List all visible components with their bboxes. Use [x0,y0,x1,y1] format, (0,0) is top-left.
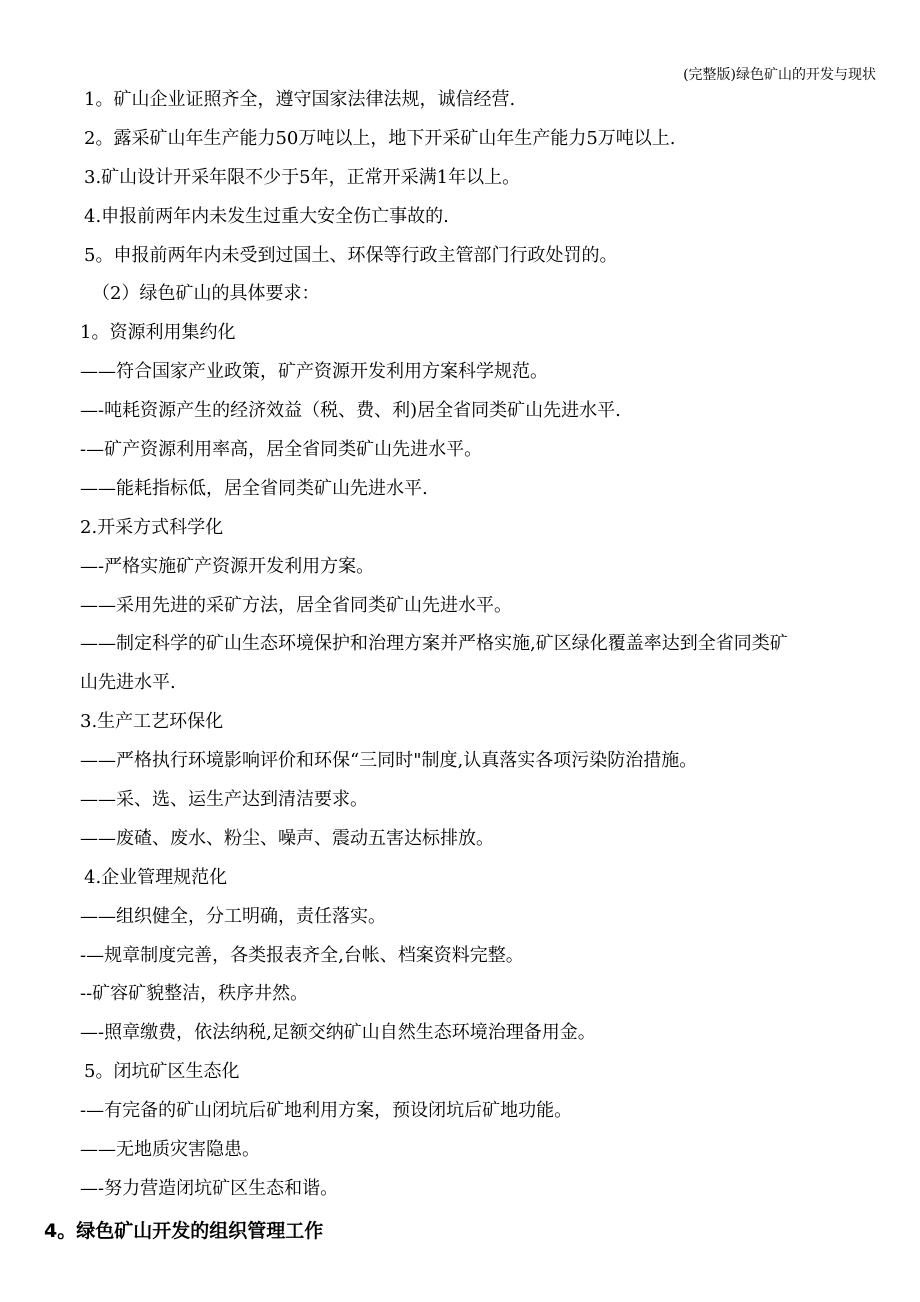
requirement-point: ——无地质灾害隐患。 [80,1139,260,1161]
requirement-point: —-吨耗资源产生的经济效益（税、费、利)居全省同类矿山先进水平. [80,400,621,422]
section-heading: 4。绿色矿山开发的组织管理工作 [44,1219,324,1242]
requirement-point-continuation: 山先进水平. [80,672,176,694]
requirement-heading-3: 3.生产工艺环保化 [80,711,224,733]
requirement-point: --矿容矿貌整洁，秩序井然。 [80,983,309,1005]
requirement-point: ——严格执行环境影响评价和环保“三同时"制度,认真落实各项污染防治措施。 [80,750,698,772]
requirement-point: -—规章制度完善，各类报表齐全,台帐、档案资料完整。 [80,944,524,966]
criterion-item-2: 2。露采矿山年生产能力50万吨以上，地下开采矿山年生产能力5万吨以上. [84,127,676,149]
criterion-item-1: 1。矿山企业证照齐全，遵守国家法律法规，诚信经营. [84,89,516,110]
document-body [0,86,920,1245]
subsection-title: （2）绿色矿山的具体要求： [92,283,320,305]
requirement-heading-1: 1。资源利用集约化 [80,322,236,344]
requirement-point: —-严格实施矿产资源开发利用方案。 [80,555,375,577]
requirement-point: -—有完备的矿山闭坑后矿地利用方案，预设闭坑后矿地功能。 [80,1100,573,1122]
criterion-item-4: 4.申报前两年内未发生过重大安全伤亡事故的. [84,205,449,227]
running-header: (完整版)绿色矿山的开发与现状 [683,67,876,83]
criterion-item-5: 5。申报前两年内未受到过国土、环保等行政主管部门行政处罚的。 [84,244,618,266]
requirement-point: ——制定科学的矿山生态环境保护和治理方案并严格实施,矿区绿化覆盖率达到全省同类矿 [80,633,788,655]
requirement-point: ——废碴、废水、粉尘、噪声、震动五害达标排放。 [80,827,494,849]
requirement-heading-2: 2.开采方式科学化 [80,516,224,538]
requirement-point: ——符合国家产业政策，矿产资源开发利用方案科学规范。 [80,361,548,383]
requirement-point: ——采用先进的采矿方法，居全省同类矿山先进水平。 [80,594,512,616]
requirement-point: —-照章缴费，依法纳税,足额交纳矿山自然生态环境治理备用金。 [80,1022,596,1044]
requirement-heading-5: 5。闭坑矿区生态化 [84,1061,240,1083]
requirement-point: ——能耗指标低，居全省同类矿山先进水平. [80,477,428,499]
requirement-point: ——采、选、运生产达到清洁要求。 [80,789,368,811]
requirement-point: -—矿产资源利用率高，居全省同类矿山先进水平。 [80,439,483,461]
requirement-point: —-努力营造闭坑矿区生态和谐。 [80,1177,339,1199]
criterion-item-3: 3.矿山设计开采年限不少于5年，正常开采满1年以上。 [84,166,521,188]
requirement-heading-4: 4.企业管理规范化 [84,866,228,888]
requirement-point: ——组织健全，分工明确，责任落实。 [80,905,386,927]
